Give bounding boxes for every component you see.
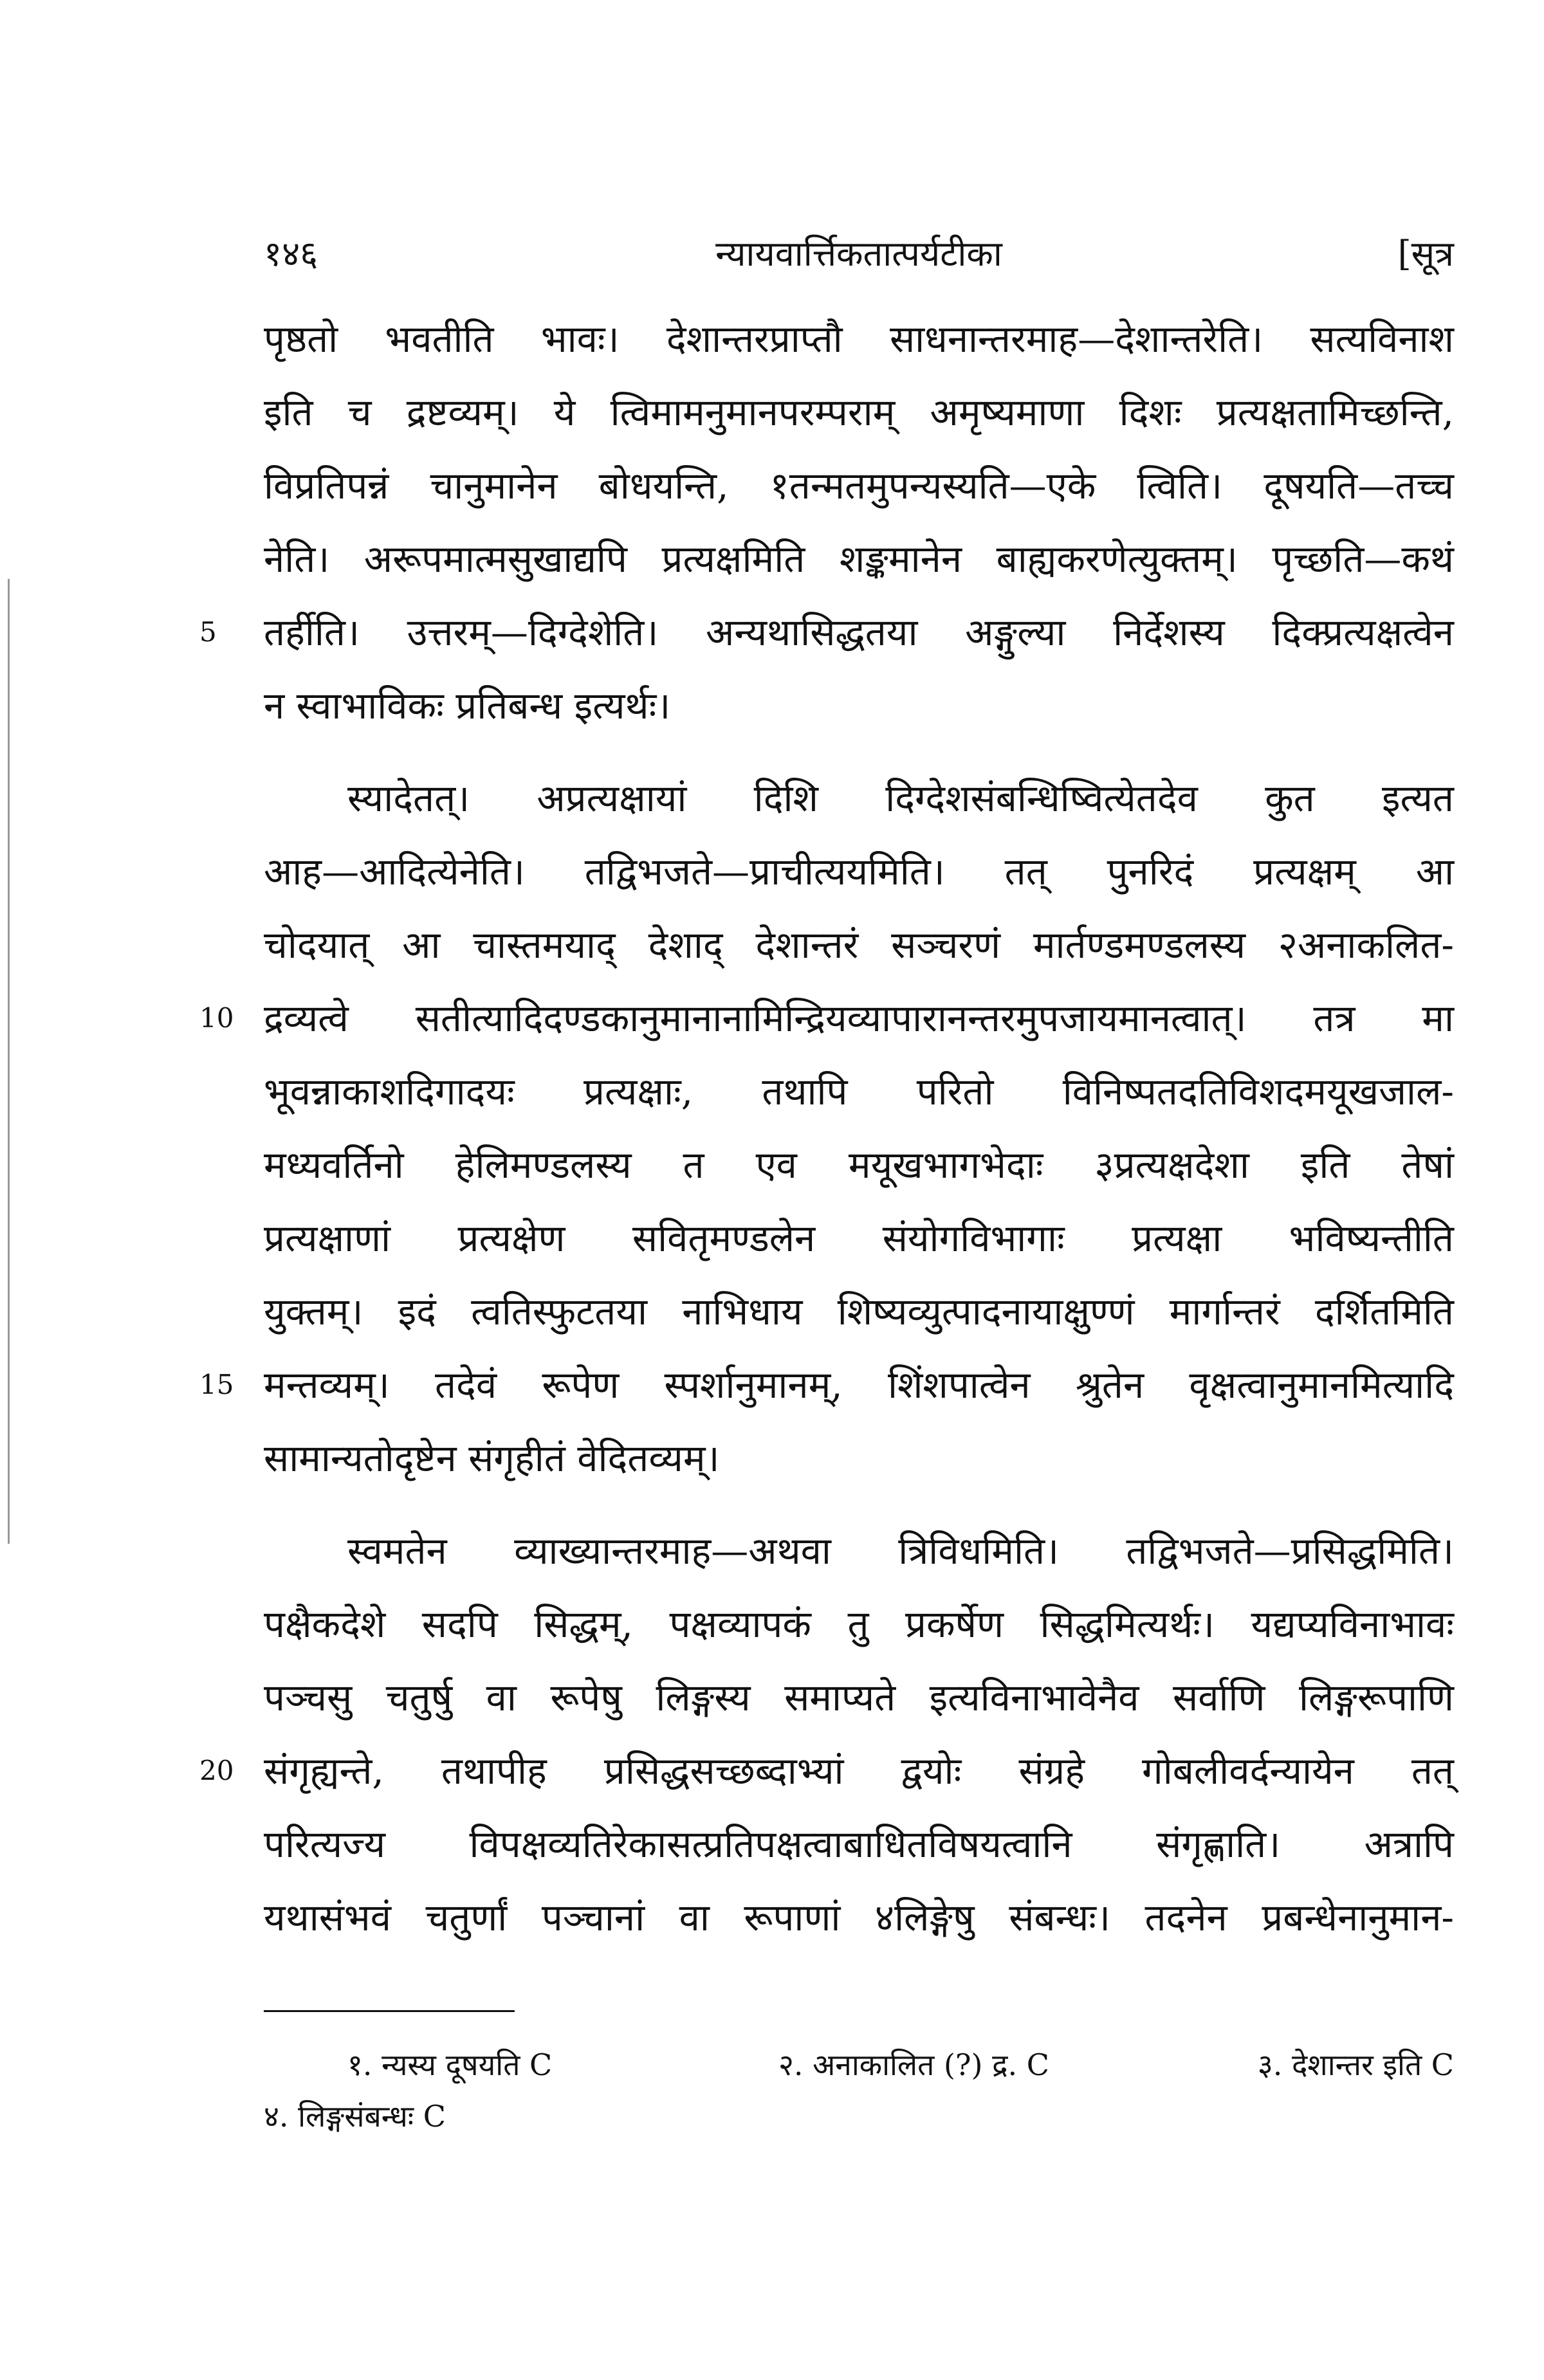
text-line <box>264 1128 1454 1202</box>
line-text: आह—आदित्येनेति। तद्विभजते—प्राचीत्ययमिति। तत् पुनरिदं प्रत्यक्षम् आ <box>264 850 1454 893</box>
text-line <box>199 982 1454 1055</box>
text-line <box>199 1734 1454 1808</box>
line-text: पक्षैकदेशे सदपि सिद्धम्, पक्षव्यापकं तु प्रकर्षेण सिद्धमित्यर्थः। यद्यप्यविनाभावः <box>264 1602 1454 1646</box>
footnote-1: १. न्यस्य दूषयति C <box>347 2047 553 2082</box>
line-text: इति च द्रष्टव्यम्। ये त्विमामनुमानपरम्पराम् अमृष्यमाणा दिशः प्रत्यक्षतामिच्छन्ति, <box>264 390 1454 434</box>
line-text: भूवन्नाकाशदिगादयः प्रत्यक्षाः, तथापि परितो विनिष्पतदतिविशदमयूखजाल- <box>264 1070 1454 1113</box>
line-text: विप्रतिपन्नं चानुमानेन बोधयन्ति, १तन्मतमुपन्यस्यति—एके त्विति। दूषयति—तच्च <box>264 464 1454 508</box>
footnote-row <box>264 2039 1454 2091</box>
text-line <box>264 1202 1454 1275</box>
text-line <box>264 449 1454 522</box>
line-text: पञ्चसु चतुर्षु वा रूपेषु लिङ्गस्य समाप्यते इत्यविनाभावेनैव सर्वाणि लिङ्गरूपाणि <box>264 1676 1454 1719</box>
line-text: सामान्यतोदृष्टेन संगृहीतं वेदितव्यम्। <box>264 1436 720 1480</box>
line-text: मध्यवर्तिनो हेलिमण्डलस्य त एव मयूखभागभेदाः ३प्रत्यक्षदेशा इति तेषां <box>264 1143 1454 1187</box>
footnote-row <box>264 2091 1454 2142</box>
text-line <box>264 1422 1454 1495</box>
text-line <box>264 1055 1454 1128</box>
line-number: 5 <box>199 616 217 648</box>
text-line <box>264 1881 1454 1954</box>
paragraph-gap <box>264 1495 1454 1514</box>
paragraph-gap <box>264 742 1454 762</box>
line-text: मन्तव्यम्। तदेवं रूपेण स्पर्शानुमानम्, शिंशपात्वेन श्रुतेन वृक्षत्वानुमानमित्यादि <box>264 1363 1454 1407</box>
text-line <box>264 302 1454 376</box>
line-number: 15 <box>199 1369 234 1400</box>
footnote-rule <box>264 2010 515 2012</box>
text-line <box>264 1275 1454 1348</box>
footnote-2: २. अनाकालित (?) द्र. C <box>778 2047 1049 2082</box>
line-text: चोदयात् आ चास्तमयाद् देशाद् देशान्तरं सञ्चरणं मार्तण्डमण्डलस्य २अनाकलित- <box>264 923 1454 967</box>
scan-margin-line <box>8 579 10 1544</box>
section-label: [सूत्र <box>1397 233 1454 274</box>
footnotes <box>264 2039 1454 2142</box>
page-number: १४६ <box>264 233 318 274</box>
line-text: प्रत्यक्षाणां प्रत्यक्षेण सवितृमण्डलेन संयोगविभागाः प्रत्यक्षा भविष्यन्तीति <box>264 1216 1454 1260</box>
line-text: यथासंभवं चतुर्णां पञ्चानां वा रूपाणां ४लिङ्गेषु संबन्धः। तदनेन प्रबन्धेनानुमान- <box>264 1896 1454 1939</box>
text-line <box>264 835 1454 908</box>
line-text: न स्वाभाविकः प्रतिबन्ध इत्यर्थः। <box>264 684 671 728</box>
text-line <box>264 1514 1454 1588</box>
text-line <box>264 1808 1454 1881</box>
text-line <box>264 522 1454 596</box>
footnote-4: ४. लिङ्गसंबन्धः C <box>264 2099 446 2134</box>
line-text: स्यादेतत्। अप्रत्यक्षायां दिशि दिग्देशसंबन्धिष्वित्येतदेव कुत इत्यत <box>347 776 1454 820</box>
text-line <box>264 1588 1454 1661</box>
running-header <box>264 228 1454 286</box>
line-text: परित्यज्य विपक्षव्यतिरेकासत्प्रतिपक्षत्वाबाधितविषयत्वानि संगृह्णाति। अत्रापि <box>264 1822 1454 1866</box>
text-line <box>264 1661 1454 1734</box>
main-text <box>199 302 1454 1954</box>
text-line <box>264 762 1454 835</box>
line-text: स्वमतेन व्याख्यान्तरमाह—अथवा त्रिविधमिति। तद्विभजते—प्रसिद्धमिति। <box>347 1529 1454 1573</box>
line-text: पृष्ठतो भवतीति भावः। देशान्तरप्राप्तौ साधनान्तरमाह—देशान्तरेति। सत्यविनाश <box>264 317 1454 361</box>
text-line <box>199 1348 1454 1422</box>
text-line <box>199 596 1454 669</box>
line-number: 10 <box>199 1002 234 1034</box>
line-text: संगृह्यन्ते, तथापीह प्रसिद्धसच्छब्दाभ्यां द्वयोः संग्रहे गोबलीवर्दन्यायेन तत् <box>264 1749 1454 1793</box>
text-line <box>264 669 1454 742</box>
text-line <box>264 908 1454 982</box>
line-number: 20 <box>199 1755 234 1786</box>
line-text: युक्तम्। इदं त्वतिस्फुटतया नाभिधाय शिष्यव्युत्पादनायाक्षुण्णं मार्गान्तरं दर्शितमिति <box>264 1290 1454 1333</box>
running-title: न्यायवार्त्तिकतात्पर्यटीका <box>715 233 1002 274</box>
line-text: द्रव्यत्वे सतीत्यादिदण्डकानुमानानामिन्द्रियव्यापारानन्तरमुपजायमानत्वात्। तत्र मा <box>264 996 1454 1040</box>
text-line <box>264 376 1454 449</box>
line-text: तर्हीति। उत्तरम्—दिग्देशेति। अन्यथासिद्धतया अङ्गुल्या निर्देशस्य दिक्प्रत्यक्षत्वेन <box>264 610 1454 654</box>
footnote-3: ३. देशान्तर इति C <box>1257 2047 1454 2082</box>
line-text: नेति। अरूपमात्मसुखाद्यपि प्रत्यक्षमिति शङ्कमानेन बाह्यकरणेत्युक्तम्। पृच्छति—कथं <box>264 537 1454 581</box>
